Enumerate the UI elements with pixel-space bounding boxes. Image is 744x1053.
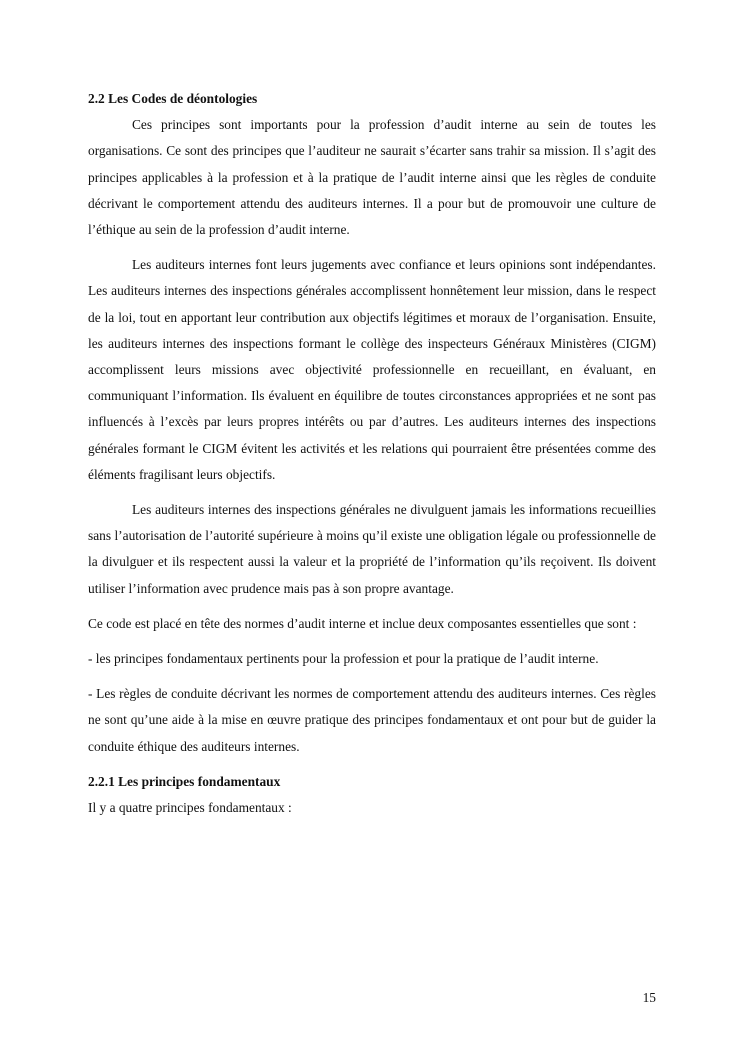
page-number: 15 [642, 990, 656, 1005]
paragraph-code-components: Ce code est placé en tête des normes d’audit interne et inclue deux composantes essentielles que sont : [88, 615, 637, 631]
subsection-heading: 2.2.1 Les principes fondamentaux [88, 773, 281, 789]
paragraph-judgement: Les auditeurs internes font leurs jugements avec confiance et leurs opinions sont indépendantes. Les auditeurs internes des inspections générales accomplissent honnêtement leur mission, dans le respect de la loi, tout en apportant leur contribution aux objectifs légitimes et moraux de l’organisation. Ensuite, les auditeurs internes des inspections formant le collège des inspecteurs Généraux Ministères (CIGM) accomplissent leurs missions avec objectivité professionnelle en recueillant, en évaluant, en communiquant l’information. Ils évaluent en équilibre de toutes circonstances appropriées et ne sont pas influencés à l’excès par leurs propres intérêts ou par d’autres. Les auditeurs internes des inspections générales formant le CIGM évitent les activités et les relations qui pourraient être présentées comme des éléments fragilisant leurs objectifs. [88, 257, 656, 482]
document-page [88, 86, 656, 821]
paragraph-intro: Ces principes sont importants pour la profession d’audit interne au sein de toutes les organisations. Ce sont des principes que l’auditeur ne saurait s’écarter sans trahir sa mission. Il s’agit des principes applicables à la profession et à la pratique de l’audit interne ainsi que les règles de conduite décrivant le comportement attendu des auditeurs internes. Il a pour but de promouvoir une culture de l’éthique au sein de la profession d’audit interne. [88, 117, 656, 238]
list-item-rules: - Les règles de conduite décrivant les normes de comportement attendu des auditeurs internes. Ces règles ne sont qu’une aide à la mise en œuvre pratique des principes fondamentaux et ont pour but de guider la conduite éthique des auditeurs internes. [88, 686, 656, 754]
section-heading: 2.2 Les Codes de déontologies [88, 91, 258, 106]
subsection-intro: Il y a quatre principes fondamentaux : [88, 800, 292, 816]
paragraph-confidentiality: Les auditeurs internes des inspections générales ne divulguent jamais les informations recueillies sans l’autorisation de l’autorité supérieure à moins qu’il existe une obligation légale ou professionnelle de la divulguer et ils respectent aussi la valeur et la propriété de l’information qu’ils reçoivent. Ils doivent utiliser l’information avec prudence mais pas à son propre avantage. [88, 502, 656, 596]
list-item-principles: - les principes fondamentaux pertinents pour la profession et pour la pratique de l’audit interne. [88, 651, 599, 667]
